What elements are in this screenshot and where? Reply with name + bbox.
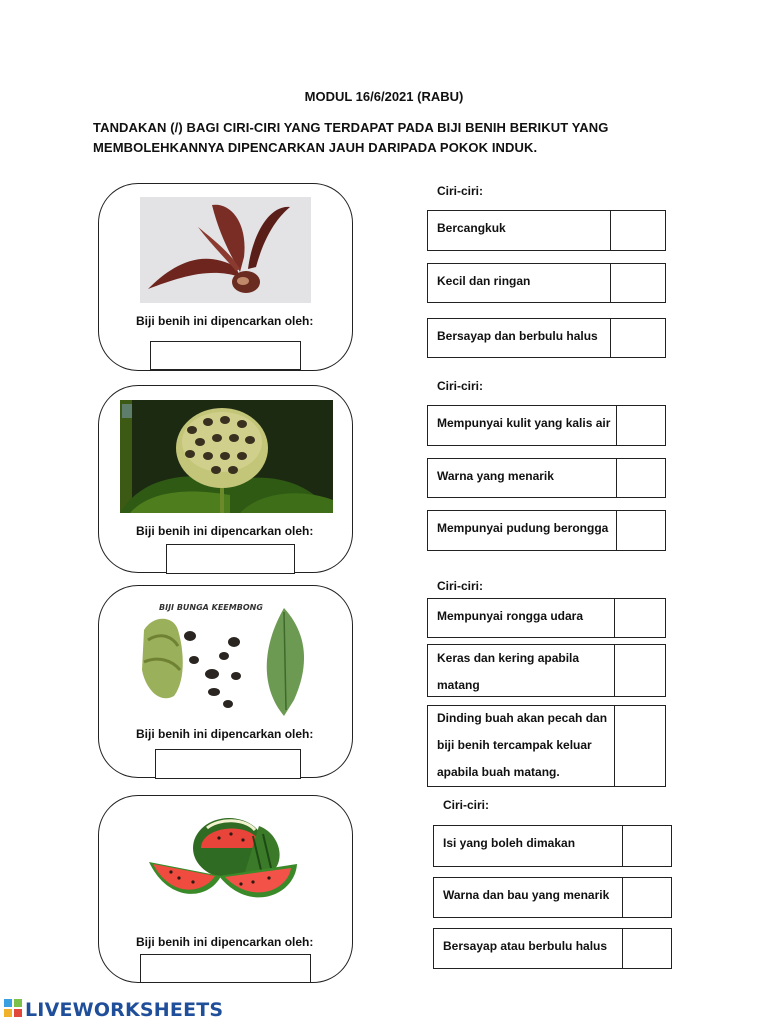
- trait-label-line: apabila buah matang.: [437, 765, 560, 779]
- trait-row: [427, 598, 666, 638]
- ciri-label-2: Ciri-ciri:: [437, 379, 484, 393]
- ciri-label-4: Ciri-ciri:: [443, 798, 490, 812]
- trait-label: Bersayap atau berbulu halus: [443, 939, 608, 953]
- trait-row: [427, 318, 666, 358]
- trait-row: [427, 705, 666, 787]
- winged-seed-image: [140, 197, 311, 303]
- dispersal-answer-box-2[interactable]: [166, 544, 295, 574]
- ciri-label-3: Ciri-ciri:: [437, 579, 484, 593]
- trait-row: [427, 510, 666, 551]
- trait-label-line: Keras dan kering apabila: [437, 651, 580, 665]
- trait-label: [437, 705, 607, 786]
- tick-box[interactable]: [614, 706, 665, 786]
- dispersal-caption: Biji benih ini dipencarkan oleh:: [136, 314, 314, 328]
- tick-box[interactable]: [616, 459, 665, 497]
- trait-label: [437, 645, 579, 699]
- tick-box[interactable]: [622, 878, 671, 917]
- trait-row: [427, 644, 666, 697]
- image-label: BIJI BUNGA KEEMBONG: [159, 603, 263, 612]
- tick-box[interactable]: [610, 264, 665, 302]
- trait-row: [433, 825, 672, 867]
- tick-box[interactable]: [622, 826, 671, 866]
- instruction-line-1: TANDAKAN (/) BAGI CIRI-CIRI YANG TERDAPAT PADA BIJI BENIH BERIKUT YANG: [93, 120, 609, 135]
- trait-label: Kecil dan ringan: [437, 274, 531, 288]
- trait-row: [427, 210, 666, 251]
- tick-box[interactable]: [616, 406, 665, 445]
- trait-label: Bersayap dan berbulu halus: [437, 329, 598, 343]
- ciri-label-1: Ciri-ciri:: [437, 184, 484, 198]
- tick-box[interactable]: [614, 599, 665, 637]
- trait-label: Bercangkuk: [437, 221, 506, 235]
- trait-label: Isi yang boleh dimakan: [443, 836, 576, 850]
- dispersal-caption: Biji benih ini dipencarkan oleh:: [136, 524, 314, 538]
- dispersal-caption: Biji benih ini dipencarkan oleh:: [136, 727, 314, 741]
- dispersal-caption: Biji benih ini dipencarkan oleh:: [136, 935, 314, 949]
- trait-row: [433, 877, 672, 918]
- trait-label-line: Dinding buah akan pecah dan: [437, 711, 608, 725]
- tick-box[interactable]: [616, 511, 665, 550]
- dispersal-answer-box-3[interactable]: [155, 749, 301, 779]
- instruction-line-2: MEMBOLEHKANNYA DIPENCARKAN JAUH DARIPADA POKOK INDUK.: [93, 140, 538, 155]
- tick-box[interactable]: [614, 645, 665, 696]
- trait-row: [427, 263, 666, 303]
- watermelon-image: [149, 814, 299, 914]
- dispersal-answer-box-4[interactable]: [140, 954, 311, 983]
- lotus-seed-pod-image: [120, 400, 333, 513]
- trait-label: Mempunyai rongga udara: [437, 609, 584, 623]
- dispersal-answer-box-1[interactable]: [150, 341, 301, 370]
- tick-box[interactable]: [622, 929, 671, 968]
- trait-label-line: biji benih tercampak keluar: [437, 738, 592, 752]
- trait-label: Warna yang menarik: [437, 469, 554, 483]
- trait-label: Mempunyai kulit yang kalis air: [437, 416, 611, 430]
- liveworksheets-logo-icon: [4, 999, 22, 1022]
- tick-box[interactable]: [610, 211, 665, 250]
- trait-label: Mempunyai pudung berongga: [437, 521, 609, 535]
- instruction-text: [93, 118, 653, 158]
- trait-label-line: matang: [437, 678, 480, 692]
- liveworksheets-wordmark: LIVEWORKSHEETS: [25, 999, 224, 1021]
- balsam-seed-pod-image: [134, 600, 319, 720]
- trait-row: [433, 928, 672, 969]
- page-title: MODUL 16/6/2021 (RABU): [304, 89, 464, 104]
- liveworksheets-footer[interactable]: [4, 998, 223, 1022]
- trait-row: [427, 458, 666, 498]
- trait-label: Warna dan bau yang menarik: [443, 888, 610, 902]
- trait-row: [427, 405, 666, 446]
- tick-box[interactable]: [610, 319, 665, 357]
